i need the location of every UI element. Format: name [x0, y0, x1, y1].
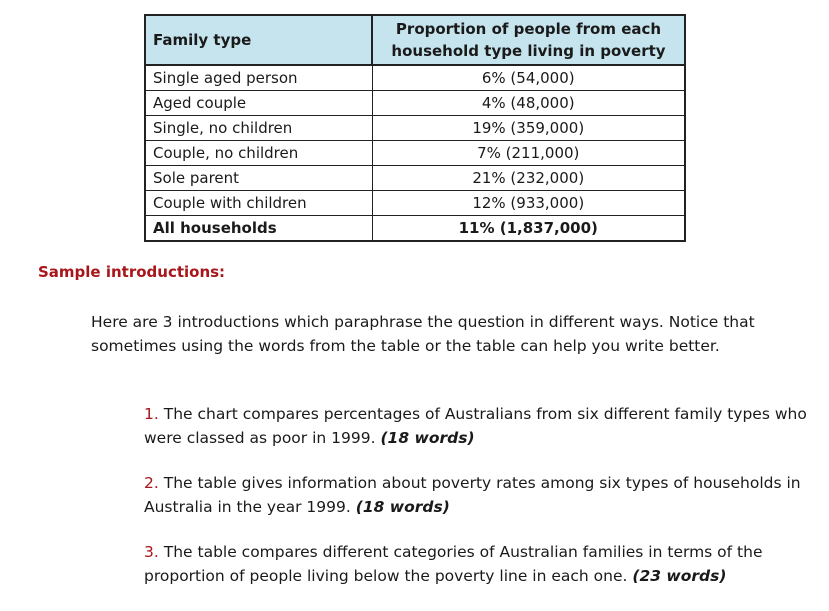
- sample-introduction-2: [144, 471, 814, 519]
- word-count: (23 words): [632, 567, 727, 585]
- intro-paragraph: Here are 3 introductions which paraphrase the question in different ways. Notice that sometimes using the words from the table or the table can help you write better.: [91, 313, 755, 355]
- sample-number: 2.: [144, 474, 159, 492]
- table-header-row: [145, 15, 685, 65]
- sample-introduction-3: [144, 540, 814, 588]
- header-family-type: Family type: [145, 15, 372, 65]
- table-row: [145, 191, 685, 216]
- table-row: [145, 166, 685, 191]
- total-label-cell: All households: [145, 216, 372, 242]
- sample-text: The chart compares percentages of Australians from six different family types who were classed as poor in 1999.: [144, 405, 807, 447]
- proportion-cell: 21% (232,000): [372, 166, 685, 191]
- section-heading: Sample introductions:: [38, 263, 226, 281]
- header-proportion: Proportion of people from each household type living in poverty: [372, 15, 685, 65]
- proportion-cell: 6% (54,000): [372, 65, 685, 91]
- sample-text: The table gives information about poverty rates among six types of households in Australia in the year 1999.: [144, 474, 801, 516]
- proportion-cell: 7% (211,000): [372, 141, 685, 166]
- word-count: (18 words): [380, 429, 475, 447]
- family-type-cell: Couple, no children: [145, 141, 372, 166]
- total-value-cell: 11% (1,837,000): [372, 216, 685, 242]
- proportion-cell: 19% (359,000): [372, 116, 685, 141]
- family-type-cell: Couple with children: [145, 191, 372, 216]
- sample-text: The table compares different categories of Australian families in terms of the proportion of people living below the poverty line in each one.: [144, 543, 763, 585]
- sample-number: 1.: [144, 405, 159, 423]
- sample-introduction-1: [144, 402, 814, 450]
- proportion-cell: 4% (48,000): [372, 91, 685, 116]
- table-total-row: [145, 216, 685, 242]
- table-row: [145, 116, 685, 141]
- word-count: (18 words): [355, 498, 450, 516]
- table-row: [145, 141, 685, 166]
- family-type-cell: Sole parent: [145, 166, 372, 191]
- family-type-cell: Single, no children: [145, 116, 372, 141]
- poverty-table: [144, 14, 686, 242]
- sample-number: 3.: [144, 543, 159, 561]
- table-row: [145, 91, 685, 116]
- family-type-cell: Aged couple: [145, 91, 372, 116]
- proportion-cell: 12% (933,000): [372, 191, 685, 216]
- table-row: [145, 65, 685, 91]
- family-type-cell: Single aged person: [145, 65, 372, 91]
